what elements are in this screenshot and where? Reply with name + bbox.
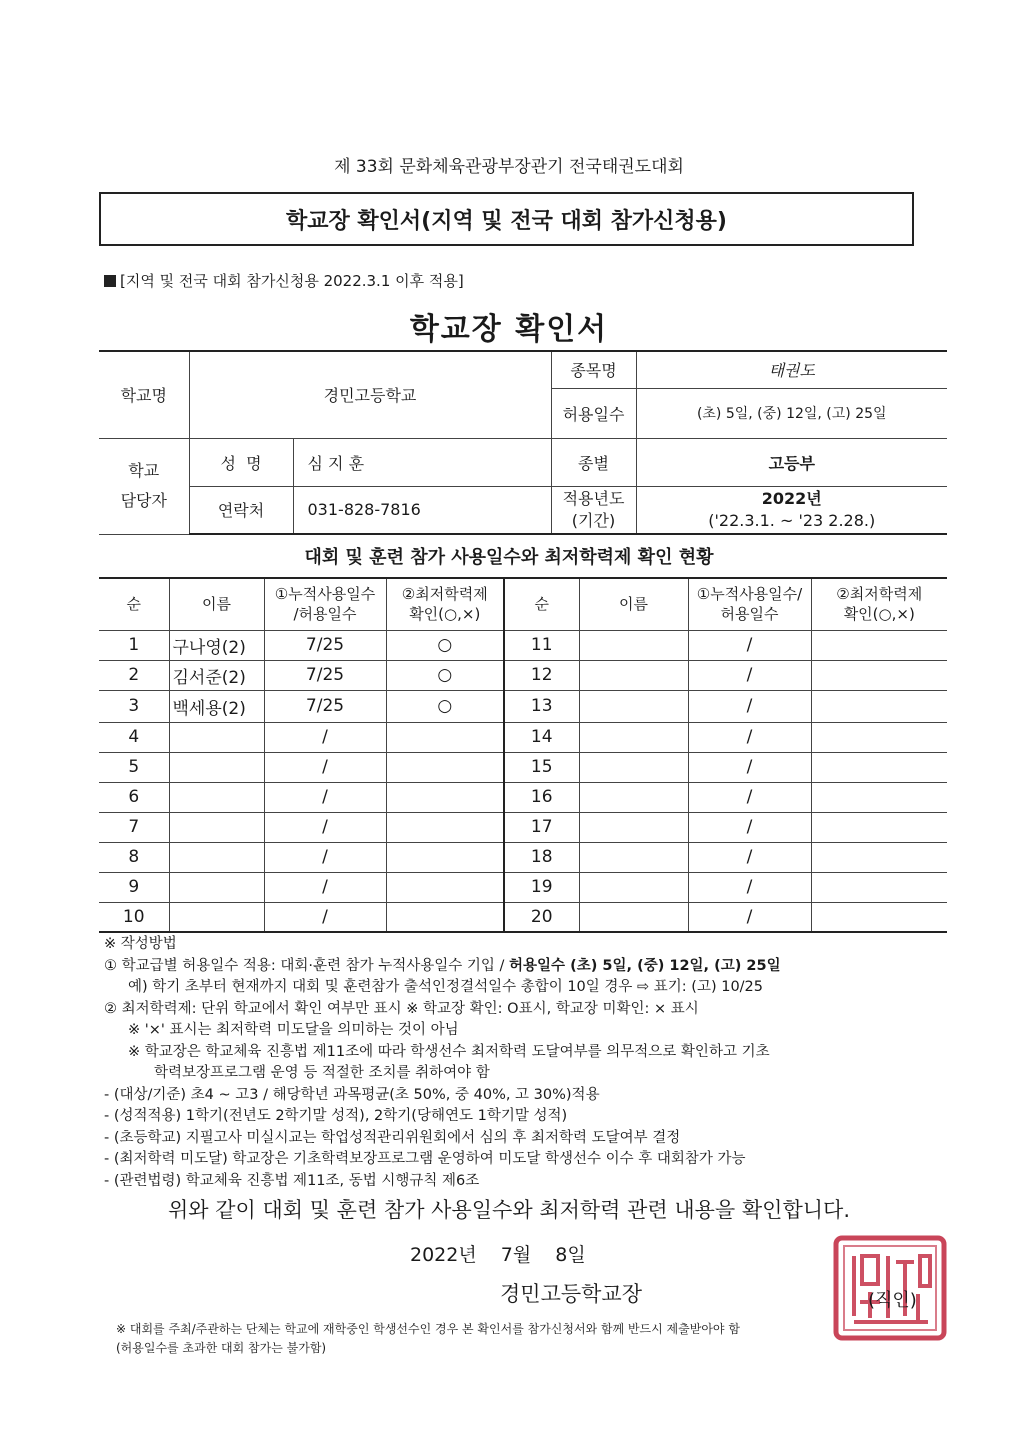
row-number: 10 (99, 902, 169, 932)
row-academic (386, 902, 504, 932)
detail-4: - (최저학력 미도달) 학교장은 기초학력보장프로그램 운영하여 미도달 학생선수 이수 후 대회참가 가능 (104, 1151, 746, 1167)
detail-2: - (성적적용) 1학기(전년도 2학기말 성적), 2학기(당해연도 1학기말 성적) (104, 1108, 568, 1124)
page-title: 학교장 확인서 (409, 312, 609, 347)
row-days-right: / (688, 842, 811, 872)
header-no: 순 (99, 578, 169, 630)
notes-heading: ※ 작성방법 (104, 936, 177, 952)
name-label: 성 명 (189, 438, 293, 486)
row-name-right (579, 782, 688, 812)
row-name-right (579, 842, 688, 872)
table-row (99, 690, 947, 722)
row-name: 백세용(2) (169, 690, 264, 722)
row-days-right: / (688, 660, 811, 690)
row-days-right: / (688, 812, 811, 842)
row-number: 2 (99, 660, 169, 690)
row-days-right: / (688, 872, 811, 902)
row-name-right (579, 690, 688, 722)
phone-label: 연락처 (189, 486, 293, 534)
row-name (169, 752, 264, 782)
category-value: 고등부 (636, 438, 947, 486)
event-label: 종목명 (551, 351, 636, 388)
row-days: 7/25 (264, 690, 386, 722)
row-academic: ○ (386, 690, 504, 722)
issue-date: 2022년 7월 8일 (410, 1244, 586, 1266)
row-name-right (579, 812, 688, 842)
header-days: ①누적사용일수 /허용일수 (264, 578, 386, 630)
square-bullet-icon (104, 275, 116, 287)
row-academic-right (811, 690, 947, 722)
school-label: 학교명 (99, 351, 189, 438)
event-value: 태권도 (636, 351, 947, 388)
row-number-right: 18 (504, 842, 579, 872)
note-1-allowed: 허용일수 (초) 5일, (중) 12일, (고) 25일 (509, 957, 781, 974)
note-2: ② 최저학력제: 단위 학교에서 확인 여부만 표시 ※ 학교장 확인: O표시, 학교장 미확인: × 표시 (104, 1000, 699, 1017)
period-cell (636, 486, 947, 534)
note-2b: ※ 학교장은 학교체육 진흥법 제11조에 따라 학생선수 최저학력 도달여부를 의무적으로 확인하고 기초 (128, 1043, 770, 1060)
table-row (99, 872, 947, 902)
row-days: / (264, 902, 386, 932)
row-days-right: / (688, 752, 811, 782)
row-number-right: 13 (504, 690, 579, 722)
row-number-right: 14 (504, 722, 579, 752)
row-days-right: / (688, 630, 811, 660)
principal-signature: 경민고등학교장 (500, 1282, 643, 1306)
header-academic: ②최저학력제 확인(○,×) (386, 578, 504, 630)
footnote (116, 1320, 740, 1358)
row-number-right: 15 (504, 752, 579, 782)
row-days-right: / (688, 902, 811, 932)
row-name: 구나영(2) (169, 630, 264, 660)
row-days: / (264, 812, 386, 842)
row-days-right: / (688, 722, 811, 752)
row-days: 7/25 (264, 660, 386, 690)
detail-5: - (관련법령) 학교체육 진흥법 제11조, 동법 시행규칙 제6조 (104, 1172, 480, 1189)
row-number-right: 17 (504, 812, 579, 842)
period-range: ('22.3.1. ~ '23 2.28.) (708, 510, 876, 530)
row-name (169, 842, 264, 872)
period-year: 2022년 (761, 488, 822, 508)
row-name-right (579, 660, 688, 690)
row-academic (386, 722, 504, 752)
footnote-line-1: ※ 대회를 주최/주관하는 단체는 학교에 재학중인 학생선수인 경우 본 확인서를 참가신청서와 함께 반드시 제출받아야 함 (116, 1322, 740, 1336)
row-name (169, 872, 264, 902)
name-value: 심 지 훈 (293, 438, 551, 486)
footnote-line-2: (허용일수를 초과한 대회 참가는 불가함) (116, 1341, 327, 1355)
allowed-value: (초) 5일, (중) 12일, (고) 25일 (636, 388, 947, 438)
row-academic (386, 872, 504, 902)
table-row (99, 842, 947, 872)
row-number-right: 19 (504, 872, 579, 902)
row-number: 5 (99, 752, 169, 782)
row-academic (386, 782, 504, 812)
table-row (99, 630, 947, 660)
row-days: / (264, 842, 386, 872)
table-row (99, 752, 947, 782)
note-1 (104, 956, 954, 978)
row-number: 7 (99, 812, 169, 842)
roster-table (99, 577, 947, 933)
row-name (169, 722, 264, 752)
row-academic (386, 842, 504, 872)
table-row (99, 660, 947, 690)
period-label: 적용년도 (기간) (551, 486, 636, 534)
note-1-text: ① 학교급별 허용일수 적용: 대회·훈련 참가 누적사용일수 기입 / (104, 957, 510, 974)
row-name-right (579, 630, 688, 660)
phone-value: 031-828-7816 (293, 486, 551, 534)
row-academic-right (811, 842, 947, 872)
seal-label: (직인) (868, 1290, 917, 1311)
row-number: 6 (99, 782, 169, 812)
row-academic: ○ (386, 660, 504, 690)
row-number: 1 (99, 630, 169, 660)
row-number-right: 16 (504, 782, 579, 812)
row-number: 3 (99, 690, 169, 722)
row-number-right: 11 (504, 630, 579, 660)
row-academic-right (811, 902, 947, 932)
row-name-right (579, 752, 688, 782)
note-1-example: 예) 학기 초부터 현재까지 대회 및 훈련참가 출석인정결석일수 총합이 10일 경우 ⇨ 표기: (고) 10/25 (128, 979, 764, 995)
note-2a: ※ '×' 표시는 최저학력 미도달을 의미하는 것이 아님 (128, 1022, 459, 1038)
row-number-right: 12 (504, 660, 579, 690)
row-days: 7/25 (264, 630, 386, 660)
header-name-right: 이름 (579, 578, 688, 630)
instructions (104, 934, 954, 1192)
category-label: 종별 (551, 438, 636, 486)
row-number: 8 (99, 842, 169, 872)
row-academic-right (811, 660, 947, 690)
row-days: / (264, 722, 386, 752)
detail-3: - (초등학교) 지필고사 미실시교는 학업성적관리위원회에서 심의 후 최저학력 도달여부 결정 (104, 1129, 681, 1146)
row-academic-right (811, 752, 947, 782)
applies-text: [지역 및 전국 대회 참가신청용 2022.3.1 이후 적용] (120, 272, 464, 290)
detail-1: - (대상/기준) 초4 ~ 고3 / 해당학년 과목평균(초 50%, 중 40%, 고 30%)적용 (104, 1086, 600, 1103)
row-name (169, 782, 264, 812)
row-days-right: / (688, 690, 811, 722)
row-academic-right (811, 812, 947, 842)
row-name (169, 902, 264, 932)
row-academic: ○ (386, 630, 504, 660)
row-days-right: / (688, 782, 811, 812)
header-academic-right: ②최저학력제 확인(○,×) (811, 578, 947, 630)
header-name: 이름 (169, 578, 264, 630)
row-days: / (264, 782, 386, 812)
row-number: 4 (99, 722, 169, 752)
info-table (99, 350, 947, 535)
row-academic (386, 752, 504, 782)
row-academic-right (811, 872, 947, 902)
status-title: 대회 및 훈련 참가 사용일수와 최저학력제 확인 현황 (304, 547, 714, 568)
row-days: / (264, 872, 386, 902)
table-row (99, 902, 947, 932)
contact-person-label: 학교 담당자 (99, 438, 189, 534)
row-name-right (579, 902, 688, 932)
row-name: 김서준(2) (169, 660, 264, 690)
header-no-right: 순 (504, 578, 579, 630)
row-name-right (579, 872, 688, 902)
header-days-right: ①누적사용일수/ 허용일수 (688, 578, 811, 630)
school-value: 경민고등학교 (189, 351, 551, 438)
competition-title: 제 33회 문화체육관광부장관기 전국태권도대회 (334, 157, 684, 177)
applies-note (104, 270, 464, 291)
confirmation-statement: 위와 같이 대회 및 훈련 참가 사용일수와 최저학력 관련 내용을 확인합니다. (167, 1198, 850, 1222)
table-row (99, 782, 947, 812)
row-name-right (579, 722, 688, 752)
row-name (169, 812, 264, 842)
allowed-label: 허용일수 (551, 388, 636, 438)
form-banner: 학교장 확인서(지역 및 전국 대회 참가신청용) (99, 192, 914, 246)
note-2c: 학력보장프로그램 운영 등 적절한 조치를 취하여야 함 (154, 1065, 490, 1081)
row-academic (386, 812, 504, 842)
table-row (99, 722, 947, 752)
row-academic-right (811, 722, 947, 752)
row-academic-right (811, 630, 947, 660)
table-row (99, 812, 947, 842)
row-number: 9 (99, 872, 169, 902)
row-days: / (264, 752, 386, 782)
row-academic-right (811, 782, 947, 812)
row-number-right: 20 (504, 902, 579, 932)
